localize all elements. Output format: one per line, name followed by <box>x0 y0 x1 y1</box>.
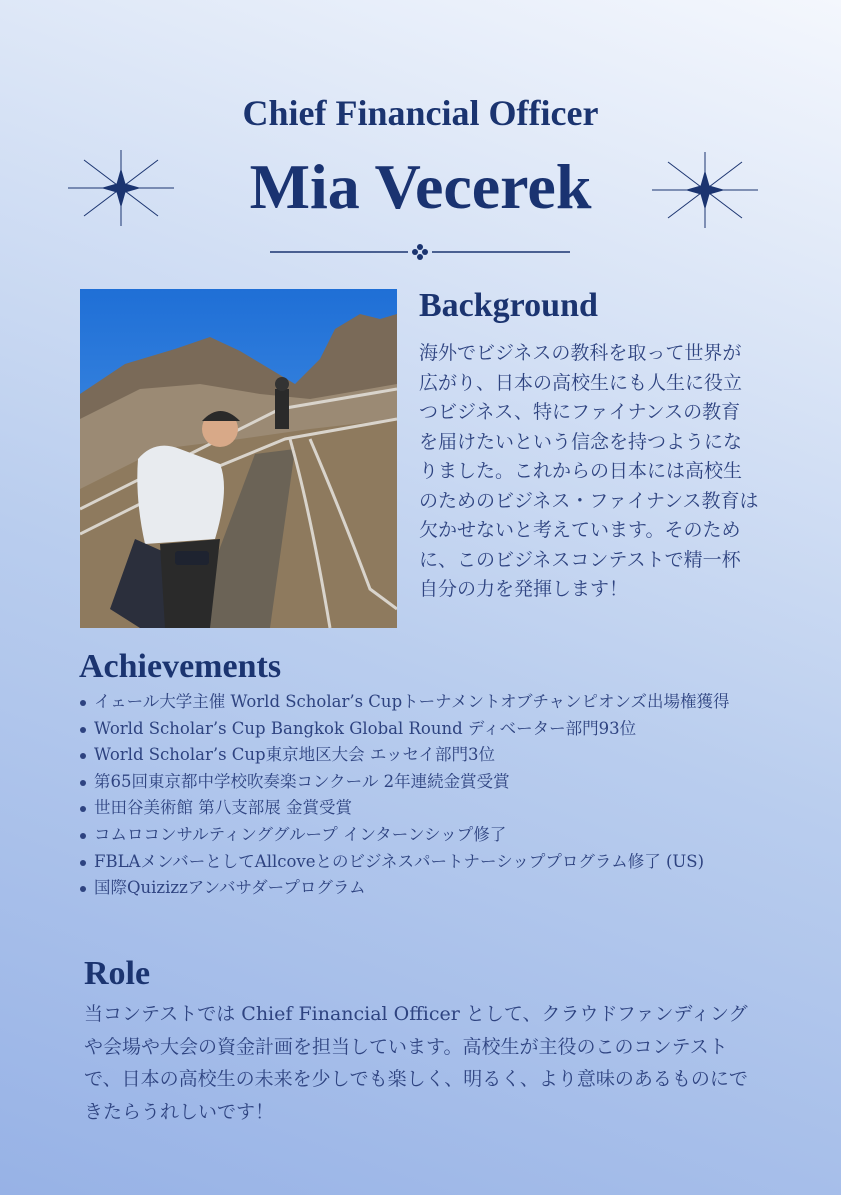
list-item: World Scholar’s Cup東京地区大会 エッセイ部門3位 <box>79 742 749 769</box>
sparkle-star-icon <box>66 148 176 228</box>
role-heading: Role <box>84 955 151 992</box>
list-item: 国際Quizizzアンバサダープログラム <box>79 875 749 902</box>
list-item: FBLAメンバーとしてAllcoveとのビジネスパートナーシッププログラム修了 (US) <box>79 849 749 876</box>
person-name: Mia Vecerek <box>249 151 592 222</box>
list-item: イェール大学主催 World Scholar’s Cupトーナメントオブチャンピオンズ出場権獲得 <box>79 689 749 716</box>
achievements-list <box>79 689 749 902</box>
list-item: World Scholar’s Cup Bangkok Global Round ディベーター部門93位 <box>79 716 749 743</box>
background-text: 海外でビジネスの教科を取って世界が広がり、日本の高校生にも人生に役立つビジネス、特にファイナンスの教育を届けたいという信念を持つようになりました。これからの日本には高校生のためのビジネス・ファイナンス教育は欠かせないと考えています。そのために、このビジネスコンテストで精一杯自分の力を発揮します！ <box>419 342 759 600</box>
achievements-heading: Achievements <box>79 648 282 685</box>
profile-photo <box>80 289 397 628</box>
list-item: 第65回東京都中学校吹奏楽コンクール 2年連続金賞受賞 <box>79 769 749 796</box>
position-title: Chief Financial Officer <box>242 93 599 133</box>
list-item: 世田谷美術館 第八支部展 金賞受賞 <box>79 795 749 822</box>
role-text: 当コンテストでは Chief Financial Officer として、クラウドファンディングや会場や大会の資金計画を担当しています。高校生が主役のこのコンテストで、日本の高校生の未来を少しでも楽しく、明るく、より意味のあるものにできたらうれしいです！ <box>84 1003 748 1123</box>
sparkle-star-icon <box>650 150 760 230</box>
fleuron-divider-icon <box>270 242 570 262</box>
background-heading: Background <box>419 287 598 324</box>
list-item: コムロコンサルティンググループ インターンシップ修了 <box>79 822 749 849</box>
